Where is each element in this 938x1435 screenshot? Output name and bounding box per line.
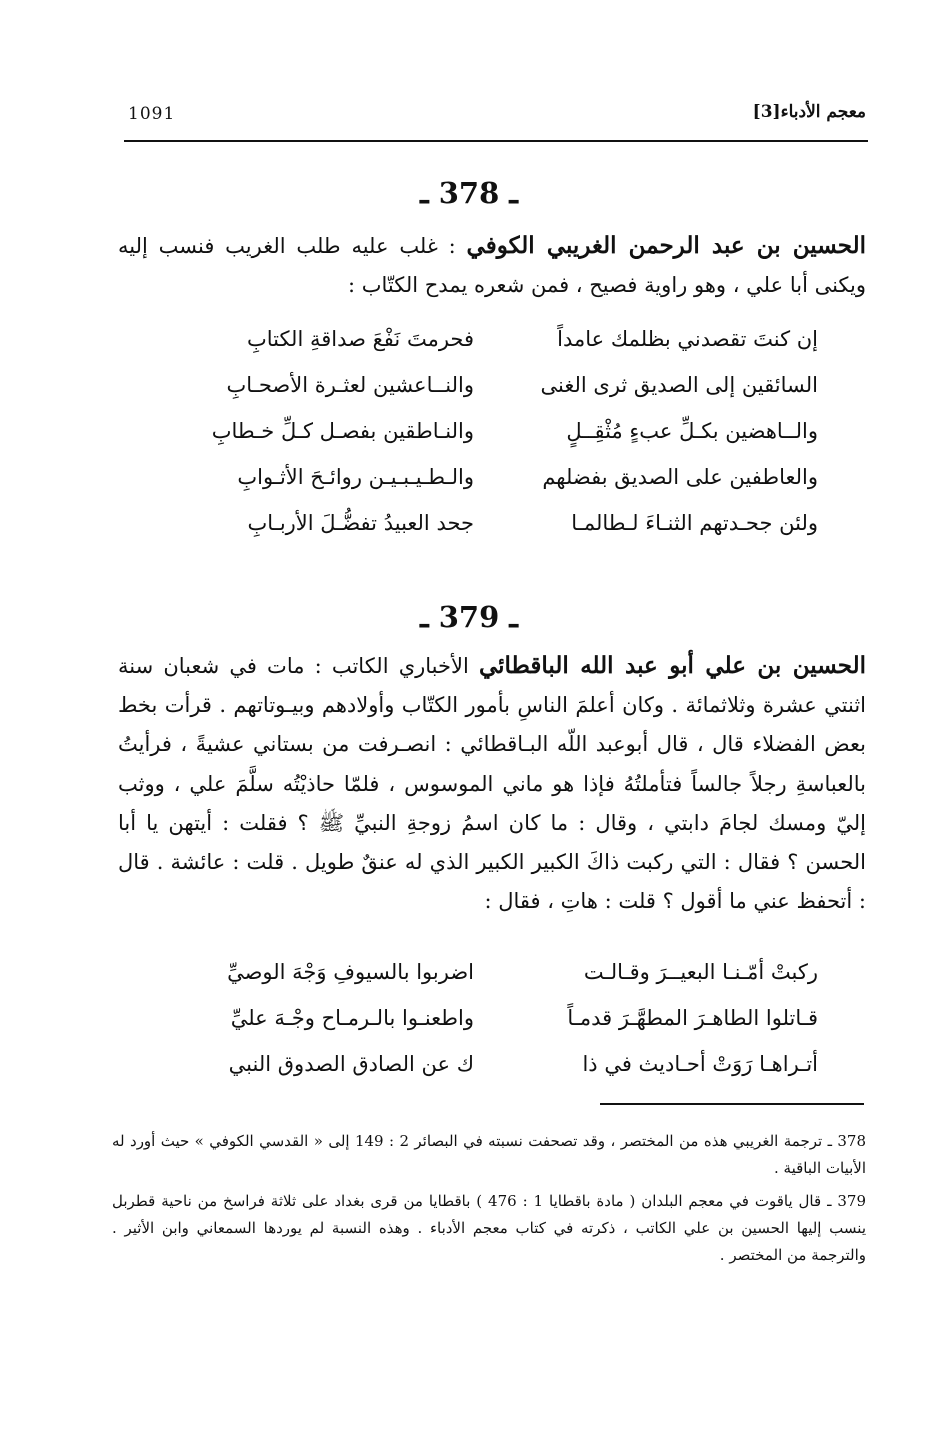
running-title: معجم الأدباء[3] — [752, 102, 866, 122]
footnote-379: 379 ـ قال ياقوت في معجم البلدان ( مادة باقطايا 1 : 476 ) باقطايا من قرى بغداد على ثلاثة فراسخ من ناحية قطربل ينسب إليها الحسين بن علي الكاتب ، ذكرته في كتاب معجم الأدباء . وهذه النسبة لم يوردها السمعاني وابن الأثير . والترجمة من المختصر . — [112, 1192, 866, 1264]
verse-second-hemistich: ك عن الصادق الصدوق النبي — [228, 1052, 474, 1076]
verse-first-hemistich: قـاتلوا الطاهـرَ المطهَّـرَ قدمـاً — [567, 1006, 818, 1030]
verse-line — [150, 365, 850, 413]
verse-line — [150, 411, 850, 459]
verse-line — [150, 998, 850, 1046]
verse-second-hemistich: اضربوا بالسيوفِ وَجْهَ الوصيِّ — [227, 960, 474, 984]
verse-first-hemistich: ولئن جحـدتهم الثنـاءَ لـطالمـا — [571, 511, 818, 535]
verse-first-hemistich: والعاطفين على الصديق بفضلهم — [542, 465, 818, 489]
verse-second-hemistich: فحرمتَ نَفْعَ صداقةِ الكتابِ — [246, 327, 474, 351]
entry-378-text: : غلب عليه طلب الغريب فنسب إليه ويكنى أبا علي ، وهو راوية فصيح ، فمن شعره يمدح الكتّاب : — [118, 234, 866, 298]
page-number: 1091 — [128, 104, 176, 124]
verse-second-hemistich: واطعنـوا بالـرمـاح وجْـهَ عليِّ — [230, 1006, 474, 1030]
entry-number-379: ـ 379 ـ — [420, 600, 518, 634]
footnote-378: 378 ـ ترجمة الغريبي هذه من المختصر ، وقد تصحفت نسبته في البصائر 2 : 149 إلى « القدسي الكوفي » حيث أورد له الأبيات الباقية . — [112, 1132, 866, 1177]
entry-378-name: الحسين بن عبد الرحمن الغريبي الكوفي — [466, 232, 866, 259]
entry-379-body — [118, 646, 866, 921]
verse-first-hemistich: السائقين إلى الصديق ثرى الغنى — [540, 373, 818, 397]
verse-line — [150, 503, 850, 551]
verse-second-hemistich: والنـاطقين بفصـل كـلِّ خـطابِ — [211, 419, 474, 443]
verse-line — [150, 952, 850, 1000]
header-rule — [124, 140, 868, 142]
entry-379-text: الأخباري الكاتب : مات في شعبان سنة اثنتي عشرة وثلاثمائة . وكان أعلمَ الناسِ بأمور الكتّاب وأولادهم وبيـوتاتهم . قرأت بخط بعض الفضلاء قال ، قال أبوعبد اللّه البـاقطائي : انصـرفت من بستاني عشيةً ، فرأيتُ بالعباسةِ رجلاً جالساً فتأملتُهُ فإذا هو ماني الموسوس ، فلمّا حاذيْتُه سلَّمَ علي ، ووثب إليّ ومسك لجامَ دابتي ، وقال : ما كان اسمُ زوجةِ النبيِّ ﷺ ؟ فقلت : أيتهن يا أبا الحسن ؟ فقال : التي ركبت ذاكَ الكبير الكبير الذي له عنقٌ طويل . قلت : عائشة . قال : أتحفظ عني ما أقول ؟ قلت : هاتِ ، فقال : — [118, 654, 866, 914]
verse-second-hemistich: والنــاعشين لعثـرة الأصحـابِ — [226, 373, 474, 397]
verse-line — [150, 319, 850, 367]
verse-line — [150, 1044, 850, 1092]
verse-first-hemistich: إن كنتَ تقصدني بظلمك عامداً — [557, 327, 818, 351]
footnote-rule — [600, 1103, 864, 1105]
verse-line — [150, 457, 850, 505]
verse-second-hemistich: والـطـيـبـيـن روائـحَ الأثـوابِ — [237, 465, 474, 489]
entry-379-name: الحسين بن علي أبو عبد الله الباقطائي — [478, 652, 867, 679]
verse-first-hemistich: والــاهضين بكـلِّ عبءٍ مُثْقِــلٍ — [566, 419, 818, 443]
verse-second-hemistich: جحد العبيدُ تفضُّـلَ الأربـابِ — [247, 511, 474, 535]
verse-first-hemistich: أتـراهـا رَوَتْ أحـاديث في ذا — [582, 1052, 818, 1076]
verse-first-hemistich: ركبتْ أمّـنـا البعيــرَ وقـالـت — [583, 960, 818, 984]
entry-378-intro — [118, 226, 866, 305]
entry-number-378: ـ 378 ـ — [420, 176, 518, 210]
